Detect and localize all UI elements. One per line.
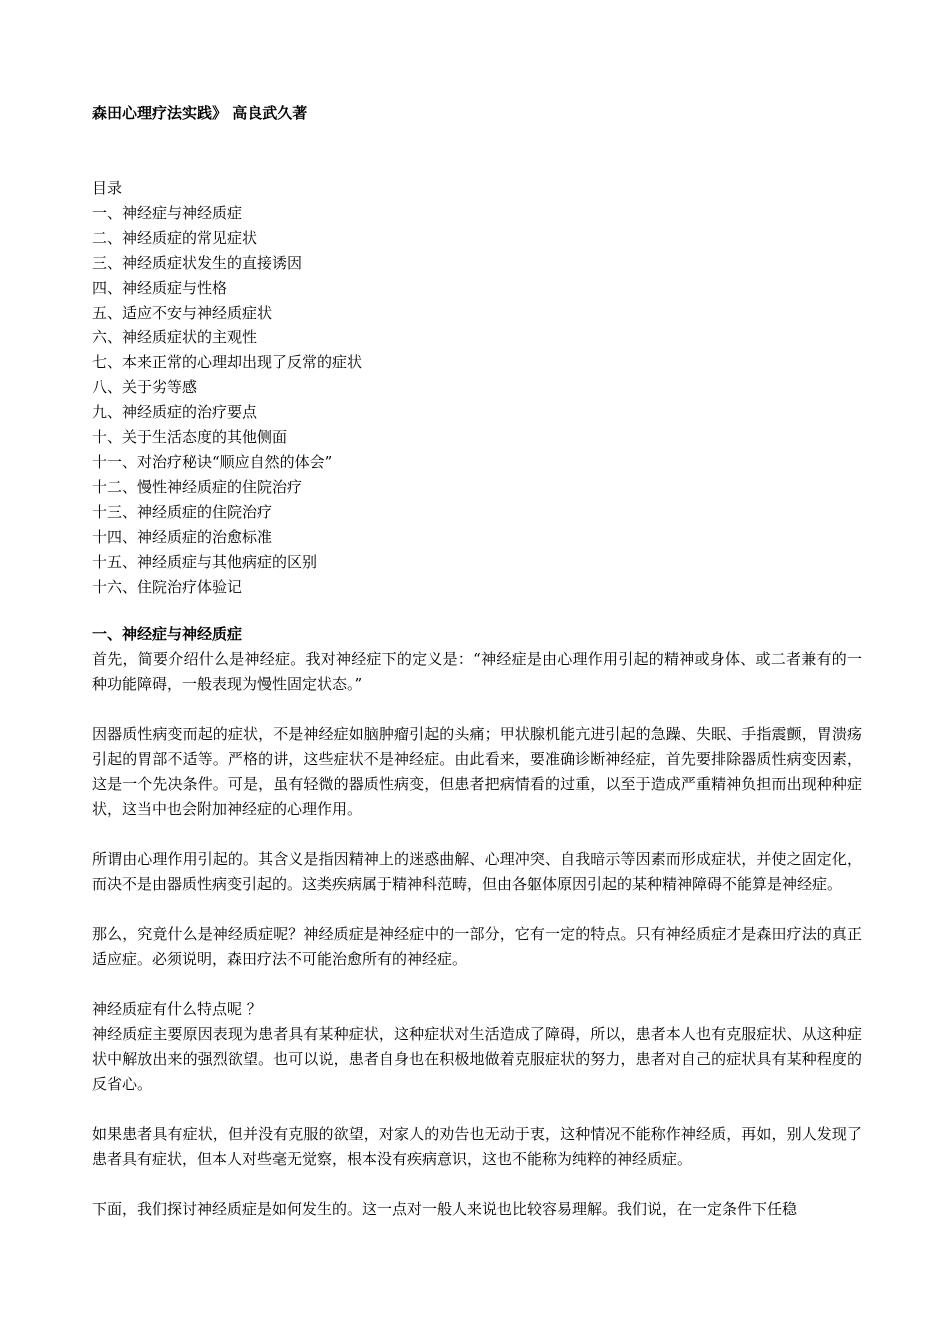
- toc-item: 二、神经质症的常见症状: [92, 228, 258, 247]
- toc-item: 八、关于劣等感: [92, 378, 198, 397]
- paragraph: 神经质症有什么特点呢 ？: [92, 1000, 262, 1018]
- toc-item: 十二、慢性神经质症的住院治疗: [92, 477, 303, 496]
- paragraph: 下面，我们探讨神经质症是如何发生的。这一点对一般人来说也比较容易理解。我们说，在一定条件下任稳: [92, 1200, 798, 1218]
- paragraph: 因器质性病变而起的症状，不是神经症如脑肿瘤引起的头痛；甲状腺机能亢进引起的急躁、失眠、手指震颤，胃溃疡引起的胃部不适等。严格的讲，这些症状不是神经症。由此看来，要准确诊断神经症，首先要排除器质性病变因素，这是一个先决条件。可是，虽有轻微的器质性病变，但患者把病情看的过重，以至于造成严重精神负担而出现种种症状，这当中也会附加神经症的心理作用。: [92, 725, 862, 818]
- paragraph: 首先，简要介绍什么是神经症。我对神经症下的定义是：“神经症是由心理作用引起的精神或身体、或二者兼有的一种功能障碍，一般表现为慢性固定状态。”: [92, 650, 862, 693]
- section-heading: 一、神经症与神经质症: [92, 625, 243, 643]
- toc-item: 六、神经质症状的主观性: [92, 328, 258, 347]
- toc-item: 十五、神经质症与其他病症的区别: [92, 552, 318, 571]
- toc-item: 十四、神经质症的治愈标准: [92, 527, 273, 546]
- toc-item: 五、适应不安与神经质症状: [92, 303, 273, 322]
- paragraph: 如果患者具有症状，但并没有克服的欲望，对家人的劝告也无动于衷，这种情况不能称作神经质，再如，别人发现了患者具有症状，但本人对些毫无觉察，根本没有疾病意识，这也不能称为纯粹的神经质症。: [92, 1125, 862, 1168]
- toc-item: 十六、住院治疗体验记: [92, 577, 243, 596]
- toc-item: 十三、神经质症的住院治疗: [92, 502, 273, 521]
- toc-item: 三、神经质症状发生的直接诱因: [92, 253, 303, 272]
- toc-item: 七、本来正常的心理却出现了反常的症状: [92, 353, 363, 372]
- paragraph: 所谓由心理作用引起的。其含义是指因精神上的迷惑曲解、心理冲突、自我暗示等因素而形成症状，并使之固定化，而决不是由器质性病变引起的。这类疾病属于精神科范畴，但由各躯体原因引起的某种精神障碍不能算是神经症。: [92, 850, 862, 893]
- table-of-contents: [92, 176, 862, 599]
- paragraph: 神经质症主要原因表现为患者具有某种症状，这种症状对生活造成了障碍，所以，患者本人也有克服症状、从这种症状中解放出来的强烈欲望。也可以说，患者自身也在积极地做着克服症状的努力，患者对自己的症状具有某种程度的反省心。: [92, 1025, 862, 1093]
- toc-item: 十、关于生活态度的其他侧面: [92, 428, 288, 447]
- toc-item: 一、神经症与神经质症: [92, 203, 243, 222]
- toc-item: 九、神经质症的治疗要点: [92, 403, 258, 422]
- document-body: [92, 622, 862, 1222]
- document-title: 森田心理疗法实践》 高良武久著: [92, 104, 308, 122]
- toc-item: 四、神经质症与性格: [92, 278, 228, 297]
- paragraph: 那么，究竟什么是神经质症呢？神经质症是神经症中的一部分，它有一定的特点。只有神经质症才是森田疗法的真正适应症。必须说明，森田疗法不可能治愈所有的神经症。: [92, 925, 862, 968]
- toc-heading: 目录: [92, 179, 123, 197]
- toc-item: 十一、对治疗秘诀“顺应自然的体会”: [92, 452, 333, 471]
